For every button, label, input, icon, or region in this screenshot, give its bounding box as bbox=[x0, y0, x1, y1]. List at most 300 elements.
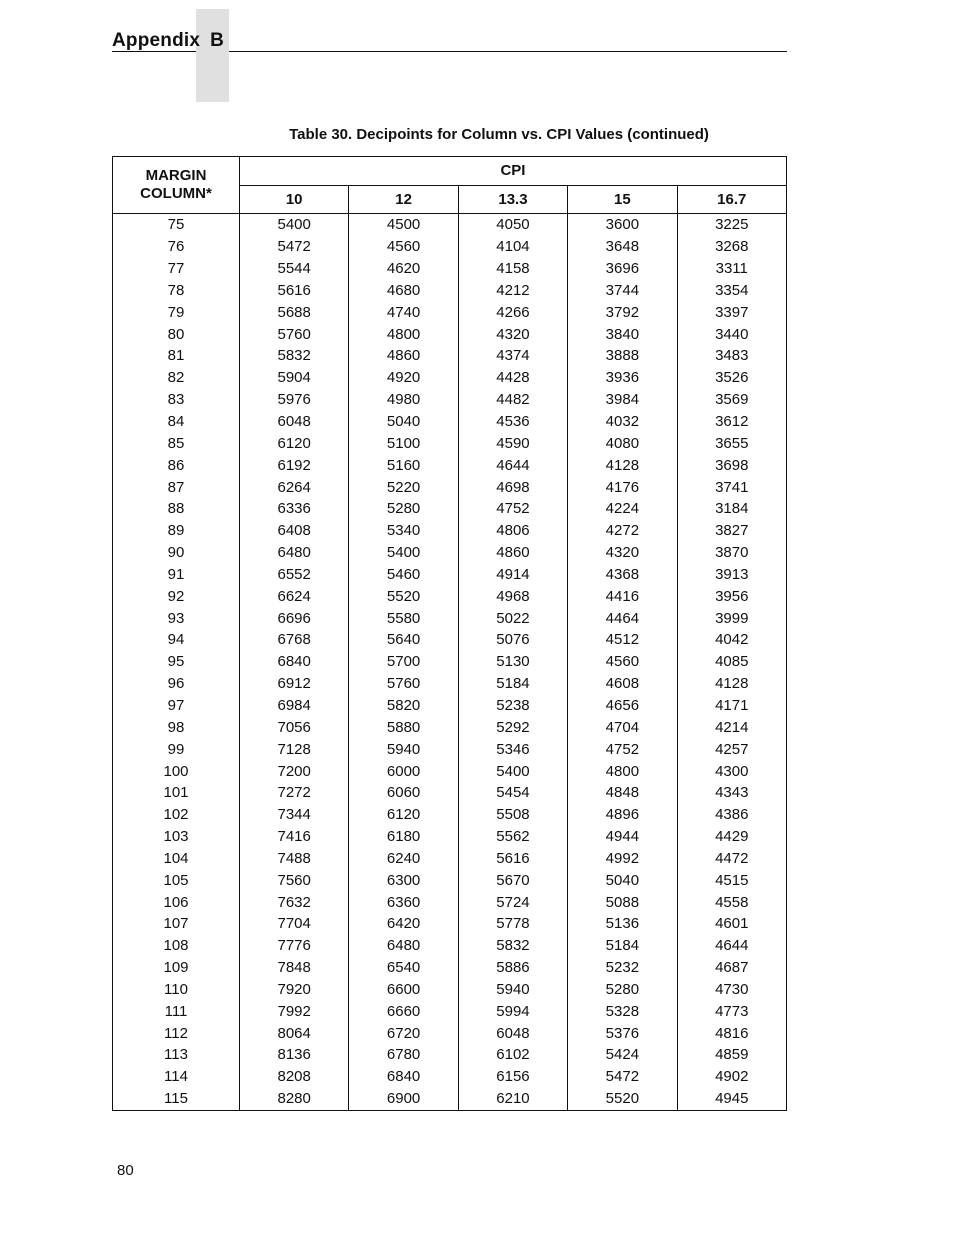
margin-column-cell: 75 bbox=[113, 214, 240, 236]
decipoint-cell: 5994 bbox=[458, 1000, 567, 1022]
margin-column-cell: 104 bbox=[113, 847, 240, 869]
decipoint-cell: 8208 bbox=[240, 1066, 349, 1088]
margin-column-cell: 96 bbox=[113, 673, 240, 695]
table-row bbox=[113, 891, 787, 913]
margin-column-cell: 98 bbox=[113, 716, 240, 738]
decipoint-cell: 4042 bbox=[677, 629, 786, 651]
decipoint-cell: 4104 bbox=[458, 236, 567, 258]
decipoint-cell: 4272 bbox=[568, 520, 677, 542]
decipoint-cell: 5562 bbox=[458, 826, 567, 848]
decipoint-cell: 5136 bbox=[568, 913, 677, 935]
decipoint-cell: 4806 bbox=[458, 520, 567, 542]
table-row bbox=[113, 826, 787, 848]
decipoint-cell: 4500 bbox=[349, 214, 458, 236]
decipoint-cell: 4416 bbox=[568, 585, 677, 607]
decipoint-cell: 5340 bbox=[349, 520, 458, 542]
decipoint-cell: 5472 bbox=[568, 1066, 677, 1088]
margin-header-line2: COLUMN* bbox=[140, 185, 212, 202]
decipoint-cell: 5022 bbox=[458, 607, 567, 629]
decipoint-cell: 4374 bbox=[458, 345, 567, 367]
decipoint-cell: 7704 bbox=[240, 913, 349, 935]
decipoint-cell: 5100 bbox=[349, 432, 458, 454]
decipoint-cell: 3956 bbox=[677, 585, 786, 607]
decipoint-cell: 3936 bbox=[568, 367, 677, 389]
decipoint-cell: 5184 bbox=[568, 935, 677, 957]
decipoint-cell: 4050 bbox=[458, 214, 567, 236]
decipoint-cell: 4212 bbox=[458, 280, 567, 302]
decipoint-cell: 6048 bbox=[458, 1022, 567, 1044]
margin-column-cell: 111 bbox=[113, 1000, 240, 1022]
decipoint-cell: 3984 bbox=[568, 389, 677, 411]
decipoint-cell: 4860 bbox=[458, 542, 567, 564]
decipoint-cell: 3827 bbox=[677, 520, 786, 542]
table-row bbox=[113, 1088, 787, 1110]
decipoint-cell: 5292 bbox=[458, 716, 567, 738]
decipoint-cell: 7920 bbox=[240, 979, 349, 1001]
margin-column-cell: 106 bbox=[113, 891, 240, 913]
margin-column-cell: 100 bbox=[113, 760, 240, 782]
decipoint-cell: 7632 bbox=[240, 891, 349, 913]
decipoint-cell: 3354 bbox=[677, 280, 786, 302]
decipoint-cell: 4698 bbox=[458, 476, 567, 498]
table-row bbox=[113, 345, 787, 367]
decipoint-cell: 6156 bbox=[458, 1066, 567, 1088]
table-row bbox=[113, 564, 787, 586]
table-row bbox=[113, 1044, 787, 1066]
decipoint-cell: 8136 bbox=[240, 1044, 349, 1066]
decipoint-cell: 6900 bbox=[349, 1088, 458, 1110]
margin-column-cell: 91 bbox=[113, 564, 240, 586]
decipoint-cell: 5460 bbox=[349, 564, 458, 586]
decipoint-cell: 6180 bbox=[349, 826, 458, 848]
decipoints-table bbox=[112, 156, 787, 1111]
decipoint-cell: 6780 bbox=[349, 1044, 458, 1066]
decipoint-cell: 4816 bbox=[677, 1022, 786, 1044]
decipoint-cell: 7488 bbox=[240, 847, 349, 869]
decipoint-cell: 7848 bbox=[240, 957, 349, 979]
decipoint-cell: 4158 bbox=[458, 258, 567, 280]
decipoint-cell: 4171 bbox=[677, 695, 786, 717]
table-row bbox=[113, 651, 787, 673]
decipoint-cell: 6840 bbox=[349, 1066, 458, 1088]
decipoint-cell: 6840 bbox=[240, 651, 349, 673]
decipoint-cell: 3268 bbox=[677, 236, 786, 258]
decipoint-cell: 6336 bbox=[240, 498, 349, 520]
decipoint-cell: 5880 bbox=[349, 716, 458, 738]
margin-column-cell: 115 bbox=[113, 1088, 240, 1110]
heading-underline bbox=[112, 51, 196, 52]
decipoint-cell: 4914 bbox=[458, 564, 567, 586]
table-row bbox=[113, 607, 787, 629]
margin-column-cell: 105 bbox=[113, 869, 240, 891]
table-row bbox=[113, 716, 787, 738]
table-row bbox=[113, 869, 787, 891]
decipoint-cell: 4085 bbox=[677, 651, 786, 673]
decipoint-cell: 6120 bbox=[349, 804, 458, 826]
header-rule bbox=[229, 51, 787, 52]
decipoint-cell: 4515 bbox=[677, 869, 786, 891]
section-heading bbox=[112, 30, 224, 52]
decipoint-cell: 3870 bbox=[677, 542, 786, 564]
decipoint-cell: 4320 bbox=[458, 323, 567, 345]
table-row bbox=[113, 542, 787, 564]
decipoint-cell: 4386 bbox=[677, 804, 786, 826]
decipoint-cell: 6300 bbox=[349, 869, 458, 891]
decipoint-cell: 3999 bbox=[677, 607, 786, 629]
table-row bbox=[113, 214, 787, 236]
decipoint-cell: 5238 bbox=[458, 695, 567, 717]
decipoint-cell: 7272 bbox=[240, 782, 349, 804]
decipoint-cell: 6540 bbox=[349, 957, 458, 979]
decipoint-cell: 6768 bbox=[240, 629, 349, 651]
margin-column-cell: 77 bbox=[113, 258, 240, 280]
table-row bbox=[113, 695, 787, 717]
decipoint-cell: 5886 bbox=[458, 957, 567, 979]
decipoint-cell: 6420 bbox=[349, 913, 458, 935]
decipoint-cell: 4257 bbox=[677, 738, 786, 760]
decipoint-cell: 5400 bbox=[458, 760, 567, 782]
decipoint-cell: 3483 bbox=[677, 345, 786, 367]
decipoint-cell: 5976 bbox=[240, 389, 349, 411]
table-row bbox=[113, 236, 787, 258]
decipoint-cell: 5700 bbox=[349, 651, 458, 673]
table-row bbox=[113, 280, 787, 302]
decipoint-cell: 5778 bbox=[458, 913, 567, 935]
decipoint-cell: 3792 bbox=[568, 301, 677, 323]
decipoint-cell: 5616 bbox=[240, 280, 349, 302]
table-row bbox=[113, 258, 787, 280]
decipoint-cell: 5130 bbox=[458, 651, 567, 673]
decipoint-cell: 4472 bbox=[677, 847, 786, 869]
decipoint-cell: 6102 bbox=[458, 1044, 567, 1066]
decipoint-cell: 3440 bbox=[677, 323, 786, 345]
margin-column-cell: 114 bbox=[113, 1066, 240, 1088]
decipoint-cell: 5940 bbox=[458, 979, 567, 1001]
decipoint-cell: 4980 bbox=[349, 389, 458, 411]
margin-column-cell: 81 bbox=[113, 345, 240, 367]
decipoint-cell: 6240 bbox=[349, 847, 458, 869]
margin-column-cell: 89 bbox=[113, 520, 240, 542]
page-number: 80 bbox=[117, 1162, 134, 1179]
decipoint-cell: 4128 bbox=[677, 673, 786, 695]
decipoint-cell: 5724 bbox=[458, 891, 567, 913]
decipoint-cell: 6480 bbox=[240, 542, 349, 564]
decipoint-cell: 3698 bbox=[677, 454, 786, 476]
decipoint-cell: 4224 bbox=[568, 498, 677, 520]
decipoint-cell: 5640 bbox=[349, 629, 458, 651]
decipoint-cell: 5232 bbox=[568, 957, 677, 979]
decipoint-cell: 4590 bbox=[458, 432, 567, 454]
decipoint-cell: 6600 bbox=[349, 979, 458, 1001]
decipoint-cell: 5040 bbox=[349, 411, 458, 433]
table-row bbox=[113, 1066, 787, 1088]
decipoint-cell: 4558 bbox=[677, 891, 786, 913]
decipoint-cell: 5400 bbox=[240, 214, 349, 236]
decipoint-cell: 4687 bbox=[677, 957, 786, 979]
decipoint-cell: 4080 bbox=[568, 432, 677, 454]
decipoint-cell: 6048 bbox=[240, 411, 349, 433]
margin-column-cell: 92 bbox=[113, 585, 240, 607]
decipoint-cell: 4620 bbox=[349, 258, 458, 280]
decipoint-cell: 7416 bbox=[240, 826, 349, 848]
decipoint-cell: 5346 bbox=[458, 738, 567, 760]
decipoint-cell: 3311 bbox=[677, 258, 786, 280]
decipoint-cell: 3741 bbox=[677, 476, 786, 498]
cpi-column-header: 12 bbox=[349, 185, 458, 214]
decipoint-cell: 5544 bbox=[240, 258, 349, 280]
decipoint-cell: 4343 bbox=[677, 782, 786, 804]
decipoint-cell: 6552 bbox=[240, 564, 349, 586]
table-row bbox=[113, 301, 787, 323]
decipoint-cell: 5940 bbox=[349, 738, 458, 760]
margin-column-cell: 88 bbox=[113, 498, 240, 520]
margin-column-header bbox=[113, 157, 240, 214]
margin-column-cell: 110 bbox=[113, 979, 240, 1001]
decipoint-cell: 5040 bbox=[568, 869, 677, 891]
section-word: Appendix bbox=[112, 30, 201, 51]
decipoint-cell: 6264 bbox=[240, 476, 349, 498]
cpi-column-header: 16.7 bbox=[677, 185, 786, 214]
decipoint-cell: 4464 bbox=[568, 607, 677, 629]
margin-column-cell: 109 bbox=[113, 957, 240, 979]
table-row bbox=[113, 913, 787, 935]
decipoint-cell: 6984 bbox=[240, 695, 349, 717]
decipoint-cell: 3913 bbox=[677, 564, 786, 586]
decipoint-cell: 3648 bbox=[568, 236, 677, 258]
decipoint-cell: 6408 bbox=[240, 520, 349, 542]
decipoint-cell: 3184 bbox=[677, 498, 786, 520]
decipoint-cell: 3744 bbox=[568, 280, 677, 302]
decipoint-cell: 5454 bbox=[458, 782, 567, 804]
decipoint-cell: 4860 bbox=[349, 345, 458, 367]
decipoint-cell: 3569 bbox=[677, 389, 786, 411]
decipoint-cell: 4176 bbox=[568, 476, 677, 498]
margin-column-cell: 103 bbox=[113, 826, 240, 848]
table-row bbox=[113, 432, 787, 454]
decipoint-cell: 4560 bbox=[349, 236, 458, 258]
decipoint-cell: 4428 bbox=[458, 367, 567, 389]
decipoint-cell: 3840 bbox=[568, 323, 677, 345]
table-row bbox=[113, 760, 787, 782]
decipoint-cell: 5328 bbox=[568, 1000, 677, 1022]
decipoint-cell: 6000 bbox=[349, 760, 458, 782]
decipoint-cell: 5076 bbox=[458, 629, 567, 651]
decipoint-cell: 4944 bbox=[568, 826, 677, 848]
decipoint-cell: 5670 bbox=[458, 869, 567, 891]
decipoint-cell: 5760 bbox=[240, 323, 349, 345]
decipoint-cell: 4512 bbox=[568, 629, 677, 651]
margin-column-cell: 102 bbox=[113, 804, 240, 826]
decipoint-cell: 5088 bbox=[568, 891, 677, 913]
decipoint-cell: 4128 bbox=[568, 454, 677, 476]
table-row bbox=[113, 629, 787, 651]
table-row bbox=[113, 782, 787, 804]
decipoint-cell: 6912 bbox=[240, 673, 349, 695]
table-caption: Table 30. Decipoints for Column vs. CPI Values (continued) bbox=[289, 126, 709, 143]
margin-column-cell: 79 bbox=[113, 301, 240, 323]
cpi-column-header: 10 bbox=[240, 185, 349, 214]
margin-column-cell: 83 bbox=[113, 389, 240, 411]
margin-column-cell: 94 bbox=[113, 629, 240, 651]
decipoint-cell: 8280 bbox=[240, 1088, 349, 1110]
section-tab-marker bbox=[196, 9, 229, 102]
margin-column-cell: 93 bbox=[113, 607, 240, 629]
decipoint-cell: 6210 bbox=[458, 1088, 567, 1110]
decipoint-cell: 5520 bbox=[349, 585, 458, 607]
decipoint-cell: 7992 bbox=[240, 1000, 349, 1022]
decipoint-cell: 3600 bbox=[568, 214, 677, 236]
decipoint-cell: 4214 bbox=[677, 716, 786, 738]
decipoint-cell: 4848 bbox=[568, 782, 677, 804]
margin-column-cell: 85 bbox=[113, 432, 240, 454]
decipoint-cell: 5280 bbox=[349, 498, 458, 520]
decipoint-cell: 4945 bbox=[677, 1088, 786, 1110]
decipoint-cell: 4992 bbox=[568, 847, 677, 869]
table-row bbox=[113, 935, 787, 957]
decipoint-cell: 5832 bbox=[458, 935, 567, 957]
decipoint-cell: 3655 bbox=[677, 432, 786, 454]
decipoint-cell: 4968 bbox=[458, 585, 567, 607]
decipoint-cell: 7128 bbox=[240, 738, 349, 760]
decipoint-cell: 4800 bbox=[349, 323, 458, 345]
margin-column-cell: 90 bbox=[113, 542, 240, 564]
margin-column-cell: 82 bbox=[113, 367, 240, 389]
margin-header-line1: MARGIN bbox=[145, 167, 207, 184]
table-row bbox=[113, 1022, 787, 1044]
decipoint-cell: 3526 bbox=[677, 367, 786, 389]
decipoint-cell: 4656 bbox=[568, 695, 677, 717]
decipoint-cell: 4680 bbox=[349, 280, 458, 302]
decipoint-cell: 4644 bbox=[677, 935, 786, 957]
margin-column-cell: 78 bbox=[113, 280, 240, 302]
decipoint-cell: 5580 bbox=[349, 607, 458, 629]
decipoint-cell: 3612 bbox=[677, 411, 786, 433]
decipoint-cell: 3397 bbox=[677, 301, 786, 323]
margin-column-cell: 76 bbox=[113, 236, 240, 258]
margin-column-cell: 84 bbox=[113, 411, 240, 433]
margin-column-cell: 87 bbox=[113, 476, 240, 498]
decipoint-cell: 5424 bbox=[568, 1044, 677, 1066]
table-row bbox=[113, 1000, 787, 1022]
decipoint-cell: 4536 bbox=[458, 411, 567, 433]
decipoint-cell: 5160 bbox=[349, 454, 458, 476]
cpi-column-header: 13.3 bbox=[458, 185, 567, 214]
table-row bbox=[113, 979, 787, 1001]
decipoint-cell: 7344 bbox=[240, 804, 349, 826]
table-row bbox=[113, 476, 787, 498]
margin-column-cell: 97 bbox=[113, 695, 240, 717]
decipoint-cell: 7200 bbox=[240, 760, 349, 782]
decipoint-cell: 4800 bbox=[568, 760, 677, 782]
decipoint-cell: 4429 bbox=[677, 826, 786, 848]
decipoint-cell: 4752 bbox=[458, 498, 567, 520]
decipoint-cell: 4482 bbox=[458, 389, 567, 411]
decipoint-cell: 5184 bbox=[458, 673, 567, 695]
table-row bbox=[113, 847, 787, 869]
decipoint-cell: 4266 bbox=[458, 301, 567, 323]
decipoint-cell: 5472 bbox=[240, 236, 349, 258]
table-row bbox=[113, 498, 787, 520]
table-row bbox=[113, 367, 787, 389]
decipoint-cell: 6192 bbox=[240, 454, 349, 476]
margin-column-cell: 113 bbox=[113, 1044, 240, 1066]
decipoint-cell: 5520 bbox=[568, 1088, 677, 1110]
decipoint-cell: 4300 bbox=[677, 760, 786, 782]
decipoint-cell: 4773 bbox=[677, 1000, 786, 1022]
table-row bbox=[113, 389, 787, 411]
decipoint-cell: 6720 bbox=[349, 1022, 458, 1044]
margin-column-cell: 80 bbox=[113, 323, 240, 345]
decipoint-cell: 7560 bbox=[240, 869, 349, 891]
decipoint-cell: 4601 bbox=[677, 913, 786, 935]
decipoint-cell: 4560 bbox=[568, 651, 677, 673]
decipoint-cell: 4608 bbox=[568, 673, 677, 695]
decipoint-cell: 5904 bbox=[240, 367, 349, 389]
table-row bbox=[113, 323, 787, 345]
decipoint-cell: 6480 bbox=[349, 935, 458, 957]
table-row bbox=[113, 411, 787, 433]
decipoint-cell: 8064 bbox=[240, 1022, 349, 1044]
table-row bbox=[113, 957, 787, 979]
decipoint-cell: 7056 bbox=[240, 716, 349, 738]
decipoint-cell: 4896 bbox=[568, 804, 677, 826]
decipoint-cell: 4320 bbox=[568, 542, 677, 564]
decipoint-cell: 4902 bbox=[677, 1066, 786, 1088]
margin-column-cell: 101 bbox=[113, 782, 240, 804]
decipoint-cell: 4752 bbox=[568, 738, 677, 760]
decipoint-cell: 4859 bbox=[677, 1044, 786, 1066]
table-row bbox=[113, 520, 787, 542]
decipoint-cell: 6120 bbox=[240, 432, 349, 454]
margin-column-cell: 99 bbox=[113, 738, 240, 760]
decipoint-cell: 3225 bbox=[677, 214, 786, 236]
decipoint-cell: 6360 bbox=[349, 891, 458, 913]
decipoint-cell: 4730 bbox=[677, 979, 786, 1001]
decipoint-cell: 4920 bbox=[349, 367, 458, 389]
decipoint-cell: 4368 bbox=[568, 564, 677, 586]
decipoint-cell: 6696 bbox=[240, 607, 349, 629]
decipoint-cell: 5832 bbox=[240, 345, 349, 367]
cpi-column-header: 15 bbox=[568, 185, 677, 214]
decipoint-cell: 6060 bbox=[349, 782, 458, 804]
decipoint-cell: 5220 bbox=[349, 476, 458, 498]
decipoint-cell: 5508 bbox=[458, 804, 567, 826]
margin-column-cell: 107 bbox=[113, 913, 240, 935]
table-row bbox=[113, 585, 787, 607]
decipoint-cell: 5688 bbox=[240, 301, 349, 323]
decipoint-cell: 5760 bbox=[349, 673, 458, 695]
table-row bbox=[113, 673, 787, 695]
decipoint-cell: 4740 bbox=[349, 301, 458, 323]
table-row bbox=[113, 454, 787, 476]
decipoint-cell: 6660 bbox=[349, 1000, 458, 1022]
decipoint-cell: 4644 bbox=[458, 454, 567, 476]
margin-column-cell: 112 bbox=[113, 1022, 240, 1044]
decipoint-cell: 4032 bbox=[568, 411, 677, 433]
table-row bbox=[113, 738, 787, 760]
decipoint-cell: 5616 bbox=[458, 847, 567, 869]
decipoint-cell: 3888 bbox=[568, 345, 677, 367]
decipoint-cell: 4704 bbox=[568, 716, 677, 738]
decipoint-cell: 5376 bbox=[568, 1022, 677, 1044]
margin-column-cell: 108 bbox=[113, 935, 240, 957]
margin-column-cell: 86 bbox=[113, 454, 240, 476]
margin-column-cell: 95 bbox=[113, 651, 240, 673]
table-row bbox=[113, 804, 787, 826]
decipoint-cell: 7776 bbox=[240, 935, 349, 957]
decipoint-cell: 6624 bbox=[240, 585, 349, 607]
decipoint-cell: 5820 bbox=[349, 695, 458, 717]
